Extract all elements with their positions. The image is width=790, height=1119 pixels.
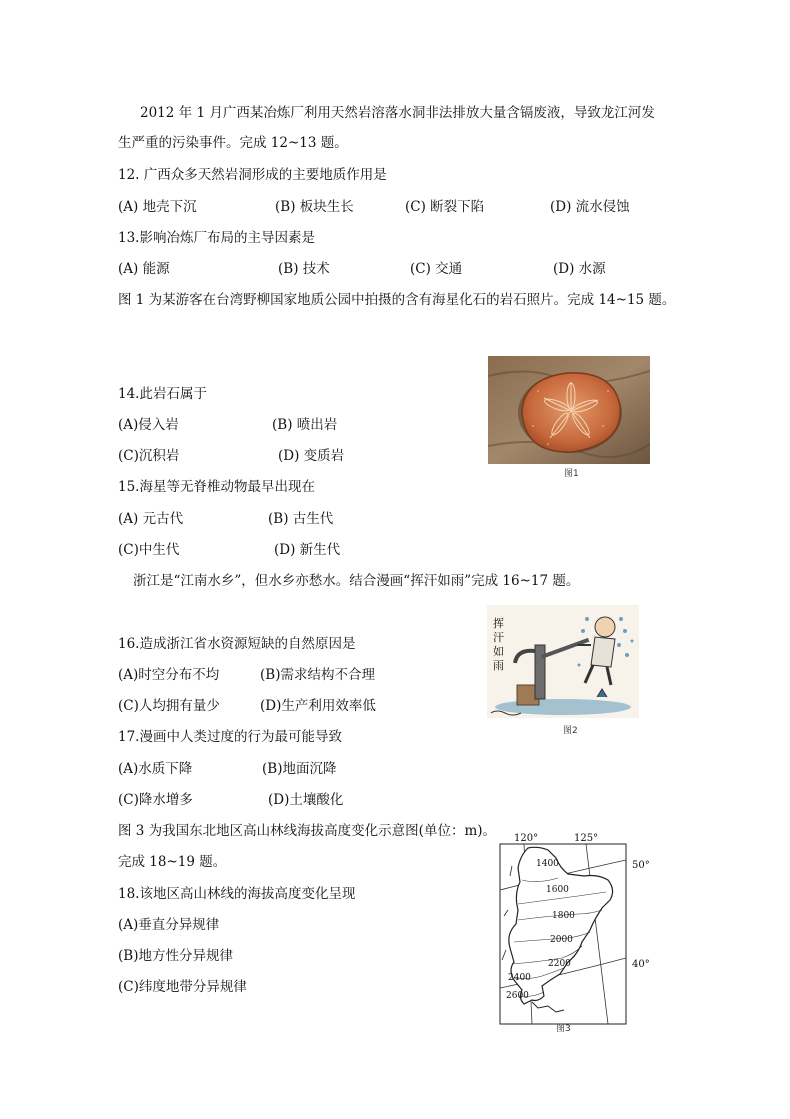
- lat-label-50: 50°: [632, 860, 650, 871]
- q17-option-b: (B)地面沉降: [262, 761, 337, 777]
- q16-option-c: (C)人均拥有量少: [118, 698, 220, 714]
- q12-option-a: (A) 地壳下沉: [118, 199, 197, 215]
- svg-text:2200: 2200: [548, 959, 571, 969]
- figure-1-caption: 图1: [564, 469, 579, 479]
- question-17-stem: 17.漫画中人类过度的行为最可能导致: [118, 729, 342, 745]
- q14-option-d: (D) 变质岩: [278, 448, 345, 464]
- svg-text:1600: 1600: [546, 885, 569, 895]
- q12-option-b: (B) 板块生长: [275, 199, 354, 215]
- question-13-stem: 13.影响冶炼厂布局的主导因素是: [118, 230, 315, 246]
- q13-option-a: (A) 能源: [118, 261, 170, 277]
- q17-option-c: (C)降水增多: [118, 792, 193, 808]
- q15-option-c: (C)中生代: [118, 542, 180, 558]
- lon-label-120: 120°: [514, 833, 539, 844]
- svg-text:挥: 挥: [493, 617, 504, 630]
- intro-text-line-1: 2012 年 1 月广西某冶炼厂利用天然岩溶落水洞非法排放大量含镉废液，导致龙江河发: [140, 105, 655, 121]
- q15-option-a: (A) 元古代: [118, 511, 184, 527]
- q14-option-b: (B) 喷出岩: [272, 417, 338, 433]
- question-18-stem: 18.该地区高山林线的海拔高度变化呈现: [118, 886, 356, 902]
- question-16-stem: 16.造成浙江省水资源短缺的自然原因是: [118, 636, 356, 652]
- figure-3-treeline-map: [498, 830, 658, 1030]
- figure-3-caption: 图3: [556, 1024, 571, 1034]
- q13-option-b: (B) 技术: [278, 261, 330, 277]
- q18-option-c: (C)纬度地带分异规律: [118, 979, 247, 995]
- svg-text:2000: 2000: [550, 935, 573, 945]
- figure-2-cartoon: [487, 605, 639, 718]
- question-15-stem: 15.海星等无脊椎动物最早出现在: [118, 479, 315, 495]
- q13-option-c: (C) 交通: [410, 261, 463, 277]
- svg-text:1800: 1800: [552, 911, 575, 921]
- q17-option-a: (A)水质下降: [118, 761, 193, 777]
- q15-option-b: (B) 古生代: [268, 511, 334, 527]
- svg-text:1400: 1400: [536, 859, 559, 869]
- q12-option-d: (D) 流水侵蚀: [550, 199, 630, 215]
- q13-option-d: (D) 水源: [553, 261, 606, 277]
- q16-option-b: (B)需求结构不合理: [260, 667, 375, 683]
- q14-option-c: (C)沉积岩: [118, 448, 180, 464]
- intro-text-fig1: 图 1 为某游客在台湾野柳国家地质公园中拍摄的含有海星化石的岩石照片。完成 14~15 题。: [118, 292, 676, 308]
- q12-option-c: (C) 断裂下陷: [405, 199, 485, 215]
- q16-option-d: (D)生产利用效率低: [260, 698, 376, 714]
- q15-option-d: (D) 新生代: [274, 542, 341, 558]
- q17-option-d: (D)土壤酸化: [268, 792, 344, 808]
- svg-text:2400: 2400: [508, 973, 531, 983]
- question-14-stem: 14.此岩石属于: [118, 386, 207, 402]
- question-12-stem: 12. 广西众多天然岩洞形成的主要地质作用是: [118, 167, 387, 183]
- q16-option-a: (A)时空分布不均: [118, 667, 220, 683]
- intro-text-fig2: 浙江是“江南水乡”，但水乡亦愁水。结合漫画“挥汗如雨”完成 16~17 题。: [133, 573, 580, 589]
- intro-text-fig3-line-2: 完成 18~19 题。: [118, 854, 227, 870]
- svg-text:汗: 汗: [493, 631, 504, 644]
- q18-option-a: (A)垂直分异规律: [118, 917, 220, 933]
- intro-text-fig3-line-1: 图 3 为我国东北地区高山林线海拔高度变化示意图(单位：m)。: [118, 823, 497, 839]
- q14-option-a: (A)侵入岩: [118, 417, 179, 433]
- svg-text:雨: 雨: [493, 659, 504, 672]
- lon-label-125: 125°: [574, 833, 599, 844]
- q18-option-b: (B)地方性分异规律: [118, 948, 233, 964]
- svg-text:如: 如: [493, 645, 504, 658]
- svg-text:2600: 2600: [506, 991, 529, 1001]
- intro-text-line-2: 生严重的污染事件。完成 12~13 题。: [118, 135, 348, 151]
- figure-2-caption: 图2: [563, 726, 578, 736]
- figure-1-starfish-fossil: [488, 356, 650, 464]
- lat-label-40: 40°: [632, 959, 650, 970]
